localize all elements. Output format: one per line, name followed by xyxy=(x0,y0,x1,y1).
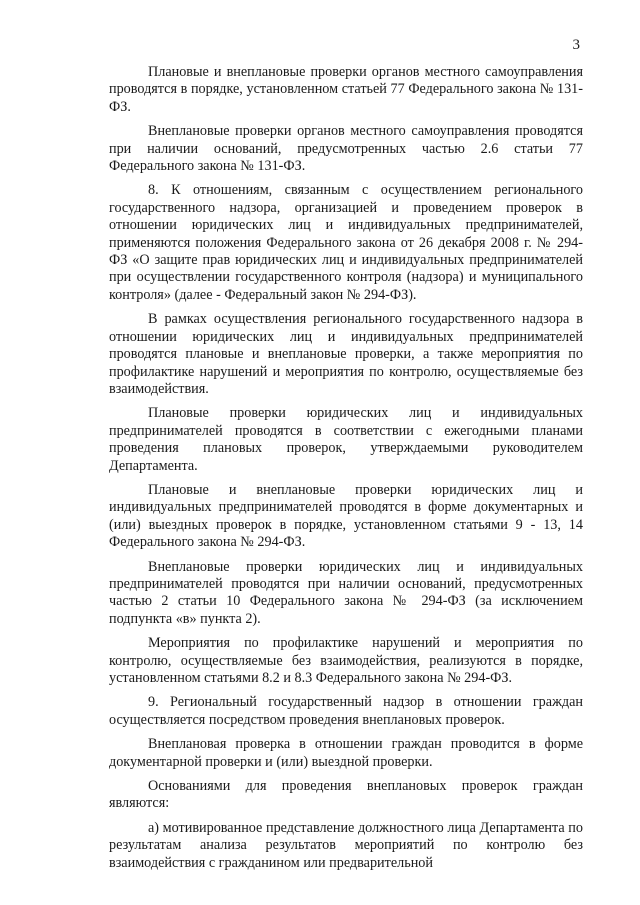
paragraph-7: Внеплановые проверки юридических лиц и индивидуальных предпринимателей проводятся при наличии оснований, предусмотренных частью 2 статьи 10 Федерального закона № 294-ФЗ (за исключением подпункта «в» пункта 2). xyxy=(109,558,583,627)
document-body xyxy=(109,64,583,879)
paragraph-5: Плановые проверки юридических лиц и индивидуальных предпринимателей проводятся в соответствии с ежегодными планами проведения плановых проверок, утверждаемыми руководителем Департамента. xyxy=(109,405,583,474)
paragraph-8: Мероприятия по профилактике нарушений и мероприятия по контролю, осуществляемые без взаимодействия, реализуются в порядке, установленном статьями 8.2 и 8.3 Федерального закона № 294-ФЗ. xyxy=(109,635,583,686)
paragraph-2: Внеплановые проверки органов местного самоуправления проводятся при наличии оснований, предусмотренных частью 2.6 статьи 77 Федерального закона № 131-ФЗ. xyxy=(109,123,583,175)
paragraph-1: Плановые и внеплановые проверки органов местного самоуправления проводятся в порядке, установленном статьей 77 Федерального закона № 131-ФЗ. xyxy=(109,64,583,115)
paragraph-11: Основаниями для проведения внеплановых проверок граждан являются: xyxy=(109,778,583,812)
paragraph-9: 9. Региональный государственный надзор в отношении граждан осуществляется посредством проведения внеплановых проверок. xyxy=(109,694,583,728)
paragraph-4: В рамках осуществления регионального государственного надзора в отношении юридических лиц и индивидуальных предпринимателей проводятся плановые и внеплановые проверки, а также мероприятия по профилактике нарушений и мероприятия по контролю, осуществляемые без взаимодействия. xyxy=(109,311,583,397)
page-number: 3 xyxy=(572,37,580,53)
paragraph-10: Внеплановая проверка в отношении граждан проводится в форме документарной проверки и (или) выездной проверки. xyxy=(109,736,583,770)
paragraph-6: Плановые и внеплановые проверки юридических лиц и индивидуальных предпринимателей проводятся в форме документарных и (или) выездных проверок в порядке, установленном статьями 9 - 13, 14 Федерального закона № 294-ФЗ. xyxy=(109,481,583,551)
paragraph-3: 8. К отношениям, связанным с осуществлением регионального государственного надзора, организацией и проведением проверок в отношении юридических лиц и индивидуальных предпринимателей, применяются положения Федерального закона от 26 декабря 2008 г. № 294-ФЗ «О защите прав юридических лиц и индивидуальных предпринимателей при осуществлении государственного контроля (надзора) и муниципального контроля» (далее - Федеральный закон № 294-ФЗ). xyxy=(109,182,583,303)
paragraph-12: а) мотивированное представление должностного лица Департамента по результатам анализа результатов мероприятий по контролю без взаимодействия с гражданином или предварительной xyxy=(109,819,583,871)
